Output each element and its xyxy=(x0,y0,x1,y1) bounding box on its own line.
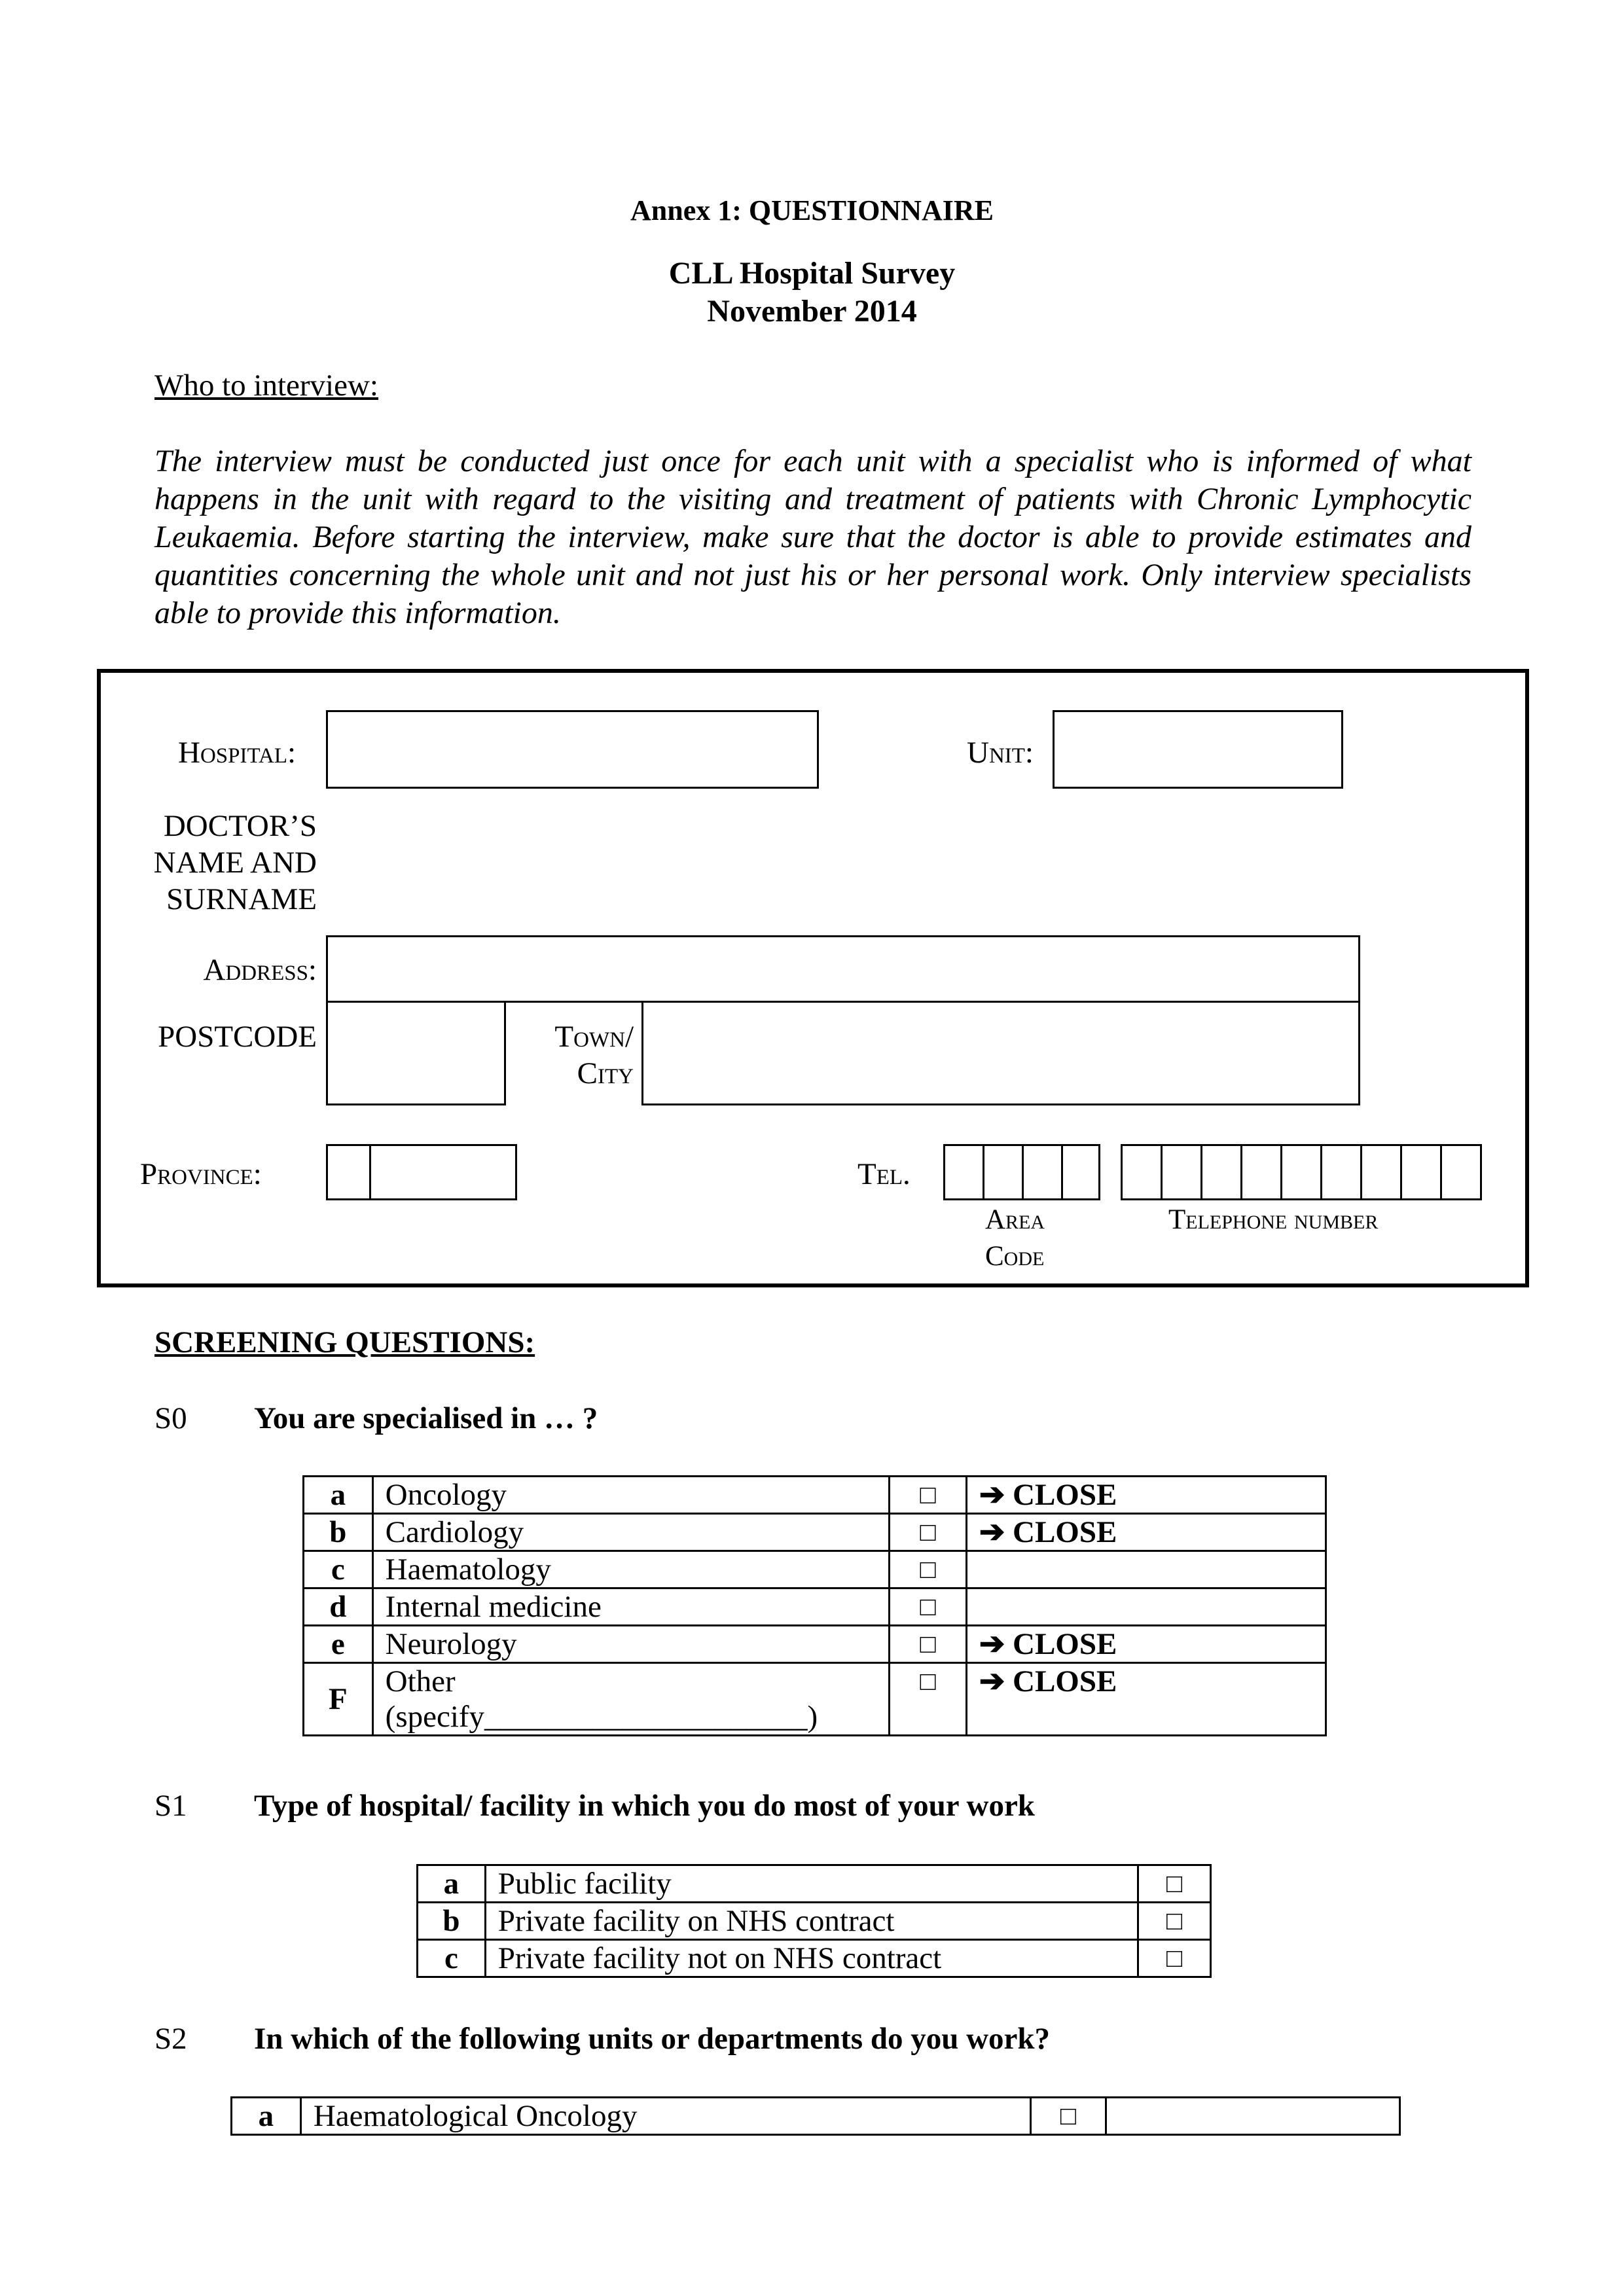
option-key: b xyxy=(418,1903,486,1940)
option-label-other[interactable] xyxy=(372,1663,890,1736)
option-action: ➔ CLOSE xyxy=(966,1477,1326,1514)
option-checkbox[interactable]: □ xyxy=(890,1626,967,1663)
option-key: c xyxy=(304,1551,373,1588)
option-action xyxy=(1106,2098,1399,2135)
option-label: Public facility xyxy=(485,1865,1138,1903)
unit-field[interactable] xyxy=(1053,710,1343,789)
option-action: ➔ CLOSE xyxy=(966,1626,1326,1663)
screening-heading: SCREENING QUESTIONS: xyxy=(154,1325,535,1359)
option-key: d xyxy=(304,1588,373,1626)
option-checkbox[interactable]: □ xyxy=(1138,1940,1211,1977)
hospital-label: Hospital: xyxy=(178,736,297,770)
area-code-field[interactable] xyxy=(943,1144,1100,1200)
doctor-name-label-line3: SURNAME xyxy=(166,882,317,916)
postcode-label: POSTCODE xyxy=(158,1020,317,1054)
unit-label: Unit: xyxy=(967,736,1034,770)
telephone-cell[interactable] xyxy=(1360,1144,1400,1200)
province-cell[interactable] xyxy=(369,1144,517,1200)
postcode-field[interactable] xyxy=(326,1001,506,1105)
option-checkbox[interactable]: □ xyxy=(1138,1903,1211,1940)
intro-text: The interview must be conducted just once for each unit with a specialist who is informed of what happens in the unit with regard to the visiting and treatment of patients with Chronic Lymphocytic Leukaemia. Before starting the interview, make sure that the doctor is able to provide estimates and quantities concerning the whole unit and not just his or her personal work. Only interview specialists able to provide this information. xyxy=(154,444,1471,630)
option-label: Internal medicine xyxy=(372,1588,890,1626)
telephone-number-label: Telephone number xyxy=(1168,1204,1379,1235)
area-code-cell[interactable] xyxy=(1061,1144,1100,1200)
annex-title: Annex 1: QUESTIONNAIRE xyxy=(630,194,994,226)
hospital-field[interactable] xyxy=(326,710,819,789)
province-label: Province: xyxy=(140,1157,262,1191)
table-row xyxy=(304,1663,1326,1736)
area-code-cell[interactable] xyxy=(943,1144,983,1200)
area-code-label-line2: Code xyxy=(985,1241,1045,1272)
table-row xyxy=(232,2098,1400,2135)
option-action xyxy=(966,1551,1326,1588)
option-checkbox[interactable]: □ xyxy=(1138,1865,1211,1903)
option-key: e xyxy=(304,1626,373,1663)
option-key: c xyxy=(418,1940,486,1977)
telephone-cell[interactable] xyxy=(1440,1144,1482,1200)
town-field[interactable] xyxy=(641,1001,1360,1105)
option-key: a xyxy=(418,1865,486,1903)
option-label: Private facility not on NHS contract xyxy=(485,1940,1138,1977)
option-label: Haematological Oncology xyxy=(300,2098,1030,2135)
table-row xyxy=(418,1940,1211,1977)
telephone-cell[interactable] xyxy=(1240,1144,1280,1200)
s1-options-table xyxy=(416,1864,1212,1978)
survey-title: CLL Hospital Survey xyxy=(668,256,956,291)
survey-date: November 2014 xyxy=(707,294,917,329)
area-code-label-line1: Area xyxy=(985,1204,1045,1235)
s1-number: S1 xyxy=(154,1789,187,1823)
telephone-cell[interactable] xyxy=(1121,1144,1161,1200)
option-label: Neurology xyxy=(372,1626,890,1663)
table-row xyxy=(304,1588,1326,1626)
option-checkbox[interactable]: □ xyxy=(890,1663,967,1736)
option-label: Cardiology xyxy=(372,1514,890,1551)
option-checkbox[interactable]: □ xyxy=(890,1477,967,1514)
telephone-cell[interactable] xyxy=(1161,1144,1200,1200)
telephone-number-field[interactable] xyxy=(1121,1144,1482,1200)
table-row xyxy=(304,1477,1326,1514)
area-code-cell[interactable] xyxy=(983,1144,1022,1200)
option-key: a xyxy=(304,1477,373,1514)
option-action: ➔ CLOSE xyxy=(966,1514,1326,1551)
table-row xyxy=(418,1903,1211,1940)
telephone-cell[interactable] xyxy=(1280,1144,1320,1200)
s0-question: You are specialised in … ? xyxy=(254,1401,598,1435)
address-label: Address: xyxy=(203,953,317,987)
s1-question: Type of hospital/ facility in which you do most of your work xyxy=(254,1789,1035,1823)
option-checkbox[interactable]: □ xyxy=(890,1514,967,1551)
town-label-line1: Town/ xyxy=(554,1020,634,1054)
option-action: ➔ CLOSE xyxy=(966,1663,1326,1736)
table-row xyxy=(304,1514,1326,1551)
telephone-cell[interactable] xyxy=(1200,1144,1240,1200)
option-checkbox[interactable]: □ xyxy=(890,1551,967,1588)
option-label: Private facility on NHS contract xyxy=(485,1903,1138,1940)
town-label-line2: City xyxy=(577,1056,634,1090)
doctor-name-label-line1: DOCTOR’S xyxy=(163,809,317,843)
telephone-cell[interactable] xyxy=(1320,1144,1360,1200)
option-checkbox[interactable]: □ xyxy=(1031,2098,1106,2135)
intro-heading: Who to interview: xyxy=(154,368,378,403)
option-specify-field[interactable]: (specify_____________________) xyxy=(385,1700,818,1734)
table-row xyxy=(304,1551,1326,1588)
option-key: a xyxy=(232,2098,301,2135)
option-action xyxy=(966,1588,1326,1626)
s2-options-table xyxy=(230,2096,1401,2136)
option-key: F xyxy=(304,1663,373,1736)
doctor-name-label-line2: NAME AND xyxy=(153,846,317,880)
s2-number: S2 xyxy=(154,2022,187,2056)
s2-question: In which of the following units or departments do you work? xyxy=(254,2022,1051,2056)
area-code-cell[interactable] xyxy=(1022,1144,1061,1200)
tel-label: Tel. xyxy=(857,1157,911,1191)
option-checkbox[interactable]: □ xyxy=(890,1588,967,1626)
s0-number: S0 xyxy=(154,1401,187,1435)
option-label: Other xyxy=(385,1664,456,1698)
province-field[interactable] xyxy=(326,1144,517,1200)
option-key: b xyxy=(304,1514,373,1551)
province-cell[interactable] xyxy=(326,1144,369,1200)
option-label: Oncology xyxy=(372,1477,890,1514)
table-row xyxy=(418,1865,1211,1903)
address-field[interactable] xyxy=(326,935,1360,1003)
telephone-cell[interactable] xyxy=(1400,1144,1440,1200)
option-label: Haematology xyxy=(372,1551,890,1588)
s0-options-table xyxy=(302,1475,1327,1736)
table-row xyxy=(304,1626,1326,1663)
